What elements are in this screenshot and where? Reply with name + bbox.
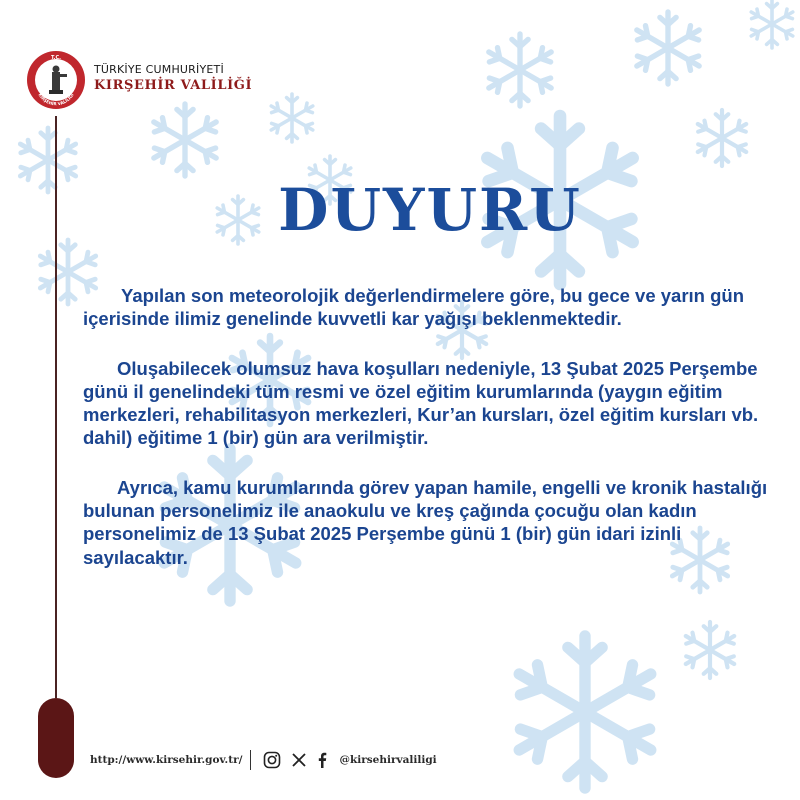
- paragraph-1: Yapılan son meteorolojik değerlendirmelere göre, bu gece ve yarın gün içerisinde ilimiz genelinde kuvvetli kar yağışı beklenmektedir.: [83, 285, 745, 330]
- paragraph-3: Ayrıca, kamu kurumlarında görev yapan hamile, engelli ve kronik hastalığı bulunan personelimiz ile anaokulu ve kreş çağında çocuğu olan kadın personelimiz de 13 Şubat 2025 Perşembe günü 1 (bir) gün idari izinli sayılacaktır.: [83, 476, 768, 568]
- facebook-icon[interactable]: [317, 752, 327, 768]
- footer-divider: [250, 750, 251, 770]
- paragraph-2: Oluşabilecek olumsuz hava koşulları nedeniyle, 13 Şubat 2025 Perşembe günü il genelindeki tüm resmi ve özel eğitim kurumlarında (yaygın eğitim merkezleri, rehabilitasyon merkezleri, Kur’an kursları, özel eğitim kursları vb. dahil) eğitime 1 (bir) gün ara verilmiştir.: [83, 357, 759, 449]
- governorship-seal-logo: [26, 50, 86, 110]
- footer: [90, 748, 437, 772]
- svg-text:T.C.: T.C.: [50, 55, 62, 61]
- institution-line-1: TÜRKİYE CUMHURİYETİ: [94, 63, 224, 76]
- institution-name: [94, 63, 252, 94]
- website-link[interactable]: http://www.kirsehir.gov.tr/: [90, 754, 243, 766]
- institution-line-2: KIRŞEHİR VALİLİĞİ: [94, 78, 253, 93]
- svg-text:KIRŞEHİR VALİLİĞİ: KIRŞEHİR VALİLİĞİ: [37, 92, 75, 107]
- announcement-body: [83, 284, 783, 593]
- page-title: DUYURU: [278, 176, 582, 244]
- instagram-icon[interactable]: [263, 751, 281, 769]
- social-handle[interactable]: @kirsehirvaliligi: [339, 754, 437, 766]
- decorative-capsule: [38, 698, 74, 778]
- x-icon[interactable]: [291, 752, 307, 768]
